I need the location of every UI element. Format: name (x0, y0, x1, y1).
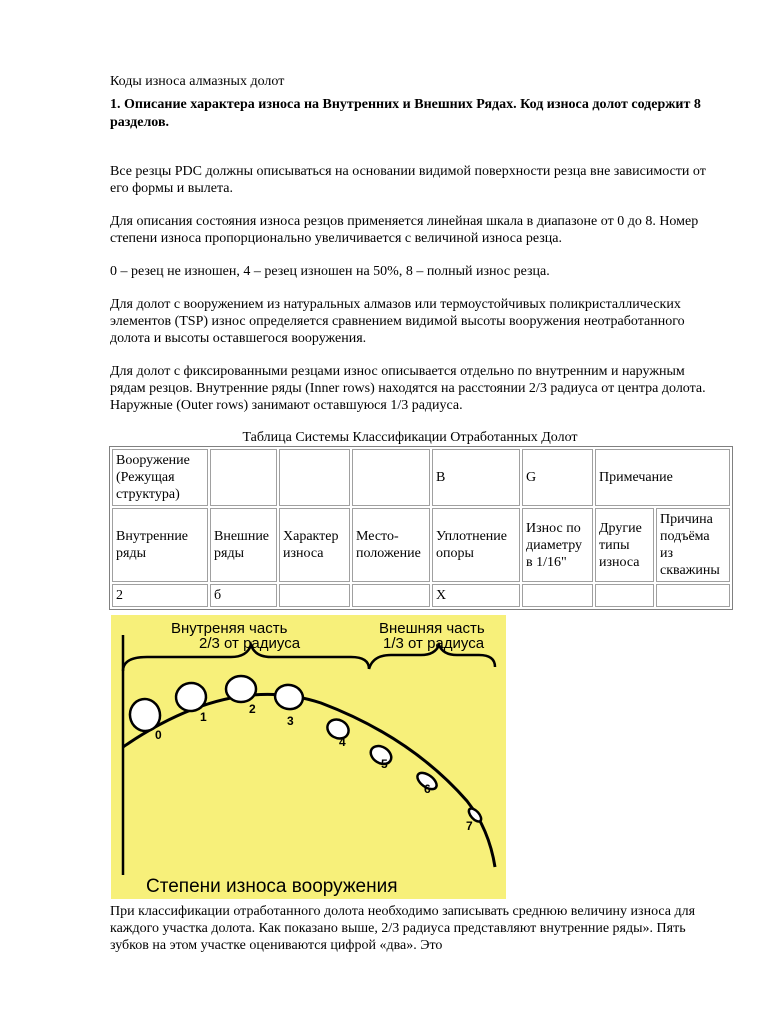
label-outer-fraction: 1/3 от радиуса (383, 635, 485, 652)
table-cell (210, 449, 277, 506)
paragraph-classification: При классификации отработанного долота необходимо записывать среднюю величину износа для каждого участка долота. Как показано выше, 2/3 радиуса представляют внутренние ряды». Пять зубков на этом участке оцениваются цифрой «два». Это (110, 904, 696, 953)
table-row (112, 584, 730, 607)
table-cell (595, 584, 654, 607)
grade-number: 4 (339, 735, 346, 749)
table-cell: Внешние ряды (210, 508, 277, 582)
table-cell (352, 584, 430, 607)
document-title: Коды износа алмазных долот (110, 74, 285, 89)
label-inner-part: Внутреняя часть (171, 620, 288, 637)
grade-number: 2 (249, 702, 256, 716)
table-cell (352, 449, 430, 506)
cutter-shape (226, 676, 256, 702)
table-cell: X (432, 584, 520, 607)
table-cell: G (522, 449, 593, 506)
table-cell: б (210, 584, 277, 607)
grade-number: 0 (155, 728, 162, 742)
paragraph-tsp: Для долот с вооружением из натуральных алмазов или термоустойчивых поликристаллических элементов (TSP) износ определяется сравнением видимой высоты вооружения неотработанного долота и высоты оставшегося вооружения. (110, 297, 685, 346)
grade-number: 3 (287, 714, 294, 728)
paragraph-scale: Для описания состояния износа резцов применяется линейная шкала в диапазоне от 0 до 8. Номер степени износа пропорционально увеличивается с величиной износа резца. (110, 214, 699, 246)
grade-number: 1 (200, 710, 207, 724)
table-row (112, 449, 730, 506)
table-cell: Причина подъёма из скважины (656, 508, 730, 582)
label-outer-part: Внешняя часть (379, 620, 485, 637)
wear-grade-figure (111, 615, 506, 899)
table-cell: Место-положение (352, 508, 430, 582)
table-cell: Характер износа (279, 508, 350, 582)
figure-caption: Степени износа вооружения (146, 876, 398, 897)
table-cell: B (432, 449, 520, 506)
paragraph-rows: Для долот с фиксированными резцами износ описывается отдельно по внутренним и наружным рядам резцов. Внутренние ряды (Inner rows) находятся на расстоянии 2/3 радиуса от центра долота. Наружные (Outer rows) занимают оставшуюся 1/3 радиуса. (110, 364, 706, 413)
section-heading: 1. Описание характера износа на Внутренних и Внешних Рядах. Код износа долот содержит 8 разделов. (110, 97, 701, 130)
table-cell: Внутренние ряды (112, 508, 208, 582)
paragraph-pdc: Все резцы PDC должны описываться на основании видимой поверхности резца вне зависимости от его формы и вылета. (110, 164, 706, 196)
table-cell: Уплотнение опоры (432, 508, 520, 582)
table-cell (279, 449, 350, 506)
classification-table (109, 446, 733, 610)
grade-number: 6 (424, 782, 431, 796)
paragraph-scale-values: 0 – резец не изношен, 4 – резец изношен на 50%, 8 – полный износ резца. (110, 264, 550, 279)
table-cell (522, 584, 593, 607)
table-row (112, 508, 730, 582)
table-cell (656, 584, 730, 607)
grade-number: 7 (466, 819, 473, 833)
table-cell (279, 584, 350, 607)
grade-number: 5 (381, 757, 388, 771)
table-caption: Таблица Системы Классификации Отработанных Долот (242, 430, 578, 445)
table-cell: Износ по диаметру в 1/16" (522, 508, 593, 582)
table-cell: 2 (112, 584, 208, 607)
label-inner-fraction: 2/3 от радиуса (199, 635, 301, 652)
table-cell: Примечание (595, 449, 730, 506)
table-cell: Другие типы износа (595, 508, 654, 582)
table-cell: Вооружение (Режущая структура) (112, 449, 208, 506)
